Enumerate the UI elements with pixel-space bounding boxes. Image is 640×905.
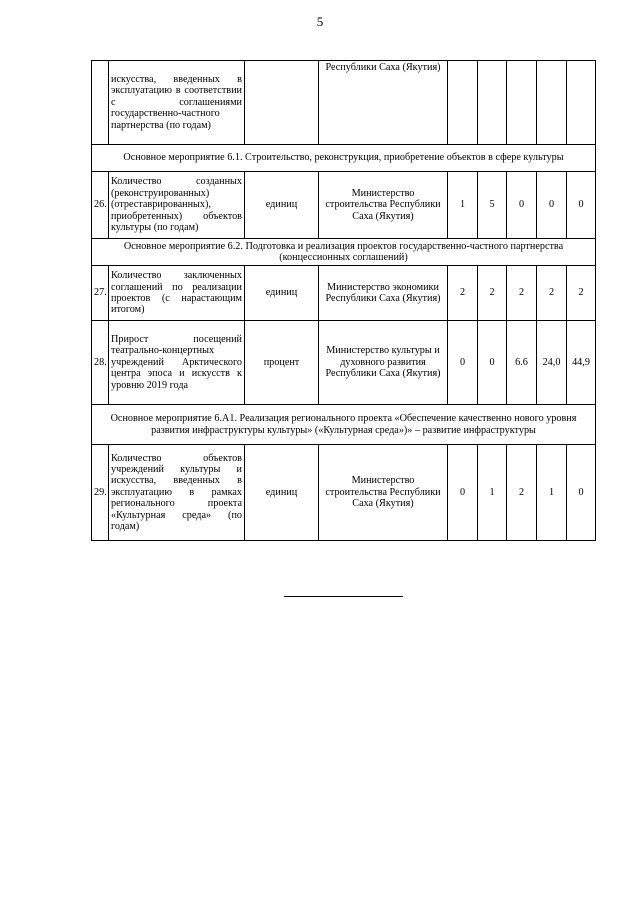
value-cell: [507, 61, 537, 145]
section-title: Основное мероприятие 6.2. Подготовка и реализация проектов государственно-частного партнерства (концессионных соглашений): [92, 239, 596, 266]
table-row: [92, 172, 596, 239]
responsible-cell: Министерство строительства Республики Саха (Якутия): [319, 172, 448, 239]
value-cell: 6.6: [507, 321, 537, 405]
indicators-table: [91, 60, 596, 541]
value-cell: 2: [507, 445, 537, 541]
row-number: 28.: [92, 321, 109, 405]
value-cell: 1: [537, 445, 567, 541]
row-number: 26.: [92, 172, 109, 239]
value-cell: 0: [507, 172, 537, 239]
page-number: 5: [316, 14, 324, 29]
value-cell: 2: [507, 266, 537, 321]
responsible-cell: Министерство строительства Республики Саха (Якутия): [319, 445, 448, 541]
indicator-name: искусства, введенных в эксплуатацию в соответствии с соглашениями государственно-частного партнерства (по годам): [109, 61, 245, 145]
value-cell: 5: [478, 172, 507, 239]
responsible-cell: Министерство экономики Республики Саха (Якутия): [319, 266, 448, 321]
unit-cell: процент: [245, 321, 319, 405]
table-row: [92, 61, 596, 145]
value-cell: 24,0: [537, 321, 567, 405]
responsible-cell: Республики Саха (Якутия): [319, 61, 448, 145]
value-cell: 0: [448, 321, 478, 405]
value-cell: 2: [448, 266, 478, 321]
value-cell: 0: [567, 445, 596, 541]
row-number: 29.: [92, 445, 109, 541]
table-row: [92, 445, 596, 541]
end-separator-line: [284, 596, 403, 597]
section-title: Основное мероприятие 6.1. Строительство, реконструкция, приобретение объектов в сфере культуры: [92, 145, 596, 172]
value-cell: 1: [478, 445, 507, 541]
value-cell: [448, 61, 478, 145]
value-cell: 2: [537, 266, 567, 321]
unit-cell: [245, 61, 319, 145]
value-cell: [478, 61, 507, 145]
indicator-name: Прирост посещений театрально-концертных учреждений Арктического центра эпоса и искусств к уровню 2019 года: [109, 321, 245, 405]
value-cell: [567, 61, 596, 145]
value-cell: 1: [448, 172, 478, 239]
value-cell: 0: [567, 172, 596, 239]
row-number: [92, 61, 109, 145]
unit-cell: единиц: [245, 172, 319, 239]
value-cell: 2: [567, 266, 596, 321]
indicator-name: Количество объектов учреждений культуры и искусства, введенных в эксплуатацию в рамках регионального проекта «Культурная среда» (по годам): [109, 445, 245, 541]
row-number: 27.: [92, 266, 109, 321]
section-title: Основное мероприятие 6.А1. Реализация регионального проекта «Обеспечение качественно нового уровня развития инфраструктуры культуры» («Культурная среда»)» – развитие инфраструктуры: [92, 405, 596, 445]
section-row: [92, 145, 596, 172]
responsible-cell: Министерство культуры и духовного развития Республики Саха (Якутия): [319, 321, 448, 405]
indicator-name: Количество созданных (реконструированных) (отреставрированных), приобретенных) объектов культуры (по годам): [109, 172, 245, 239]
table-row: [92, 266, 596, 321]
value-cell: 0: [448, 445, 478, 541]
indicator-name: Количество заключенных соглашений по реализации проектов (с нарастающим итогом): [109, 266, 245, 321]
unit-cell: единиц: [245, 445, 319, 541]
value-cell: 0: [537, 172, 567, 239]
section-row: [92, 239, 596, 266]
value-cell: 0: [478, 321, 507, 405]
value-cell: 2: [478, 266, 507, 321]
value-cell: 44,9: [567, 321, 596, 405]
section-row: [92, 405, 596, 445]
value-cell: [537, 61, 567, 145]
unit-cell: единиц: [245, 266, 319, 321]
table-row: [92, 321, 596, 405]
